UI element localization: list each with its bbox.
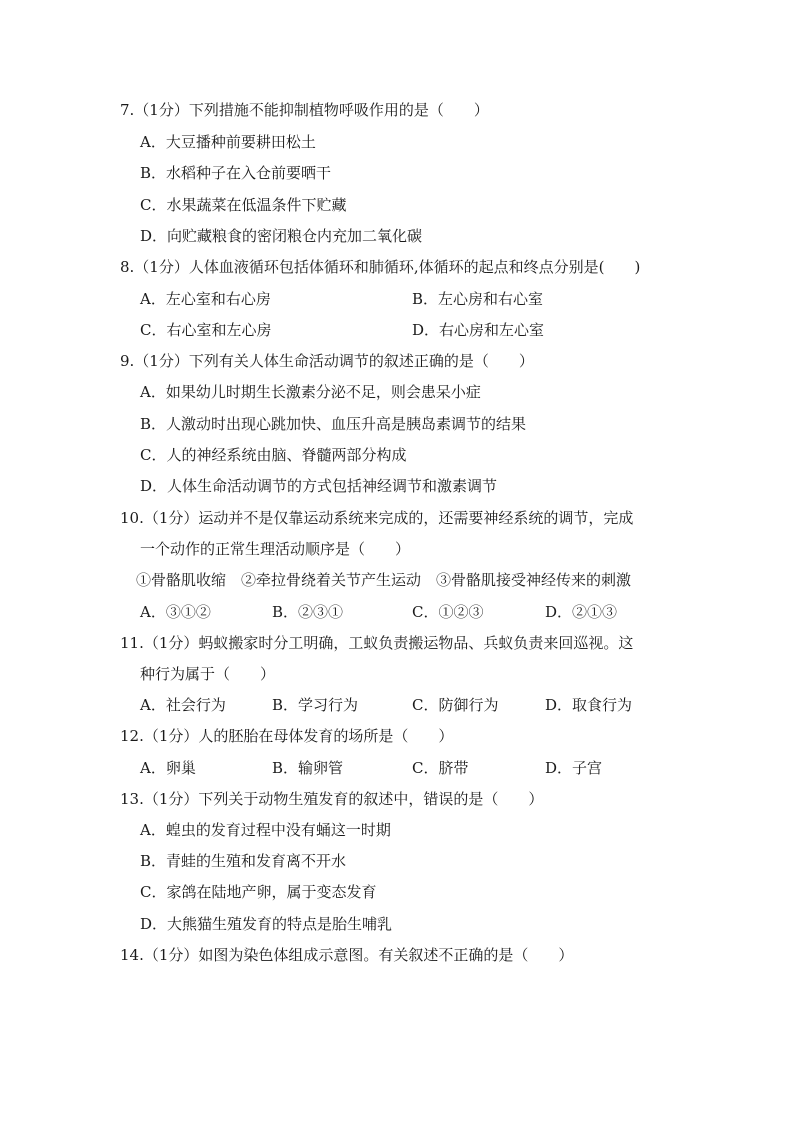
question-12-option-b: B．输卵管 bbox=[272, 759, 344, 777]
question-8-option-d: D．右心房和左心室 bbox=[412, 321, 545, 339]
question-9-option-a: A．如果幼儿时期生长激素分泌不足，则会患呆小症 bbox=[140, 383, 481, 401]
question-13-option-a: A．蝗虫的发育过程中没有蛹这一时期 bbox=[140, 821, 391, 839]
question-11-option-d: D．取食行为 bbox=[545, 696, 633, 714]
question-13-option-b: B．青蛙的生殖和发育离不开水 bbox=[140, 852, 347, 870]
question-14-stem: 14.（1分）如图为染色体组成示意图。有关叙述不正确的是（ ） bbox=[120, 946, 574, 964]
question-7-option-a: A．大豆播种前要耕田松土 bbox=[140, 133, 316, 151]
question-8-option-b: B．左心房和右心室 bbox=[412, 290, 544, 308]
question-10-option-a: A．③①② bbox=[140, 603, 211, 621]
question-10-option-b: B．②③① bbox=[272, 603, 344, 621]
question-11-option-a: A．社会行为 bbox=[140, 696, 226, 714]
question-9-option-d: D．人体生命活动调节的方式包括神经调节和激素调节 bbox=[140, 477, 498, 495]
question-13-stem: 13.（1分）下列关于动物生殖发育的叙述中，错误的是（ ） bbox=[120, 790, 544, 808]
question-12-option-c: C．脐带 bbox=[412, 759, 469, 777]
question-7-option-d: D．向贮藏粮食的密闭粮仓内充加二氧化碳 bbox=[140, 227, 423, 245]
question-12-option-d: D．子宫 bbox=[545, 759, 603, 777]
question-10-stem: 10.（1分）运动并不是仅靠运动系统来完成的，还需要神经系统的调节，完成 bbox=[120, 509, 634, 527]
question-11-option-c: C．防御行为 bbox=[412, 696, 499, 714]
question-11-stem: 11.（1分）蚂蚁搬家时分工明确，工蚁负责搬运物品、兵蚁负责来回巡视。这 bbox=[120, 634, 634, 652]
question-12-option-a: A．卵巢 bbox=[140, 759, 196, 777]
question-13-option-c: C．家鸽在陆地产卵，属于变态发育 bbox=[140, 883, 377, 901]
question-13-option-d: D．大熊猫生殖发育的特点是胎生哺乳 bbox=[140, 915, 393, 933]
question-8-stem: 8.（1分）人体血液循环包括体循环和肺循环,体循环的起点和终点分别是( ) bbox=[120, 258, 641, 276]
question-8-option-a: A．左心室和右心房 bbox=[140, 290, 271, 308]
question-7-stem: 7.（1分）下列措施不能抑制植物呼吸作用的是（ ） bbox=[120, 101, 489, 119]
question-10-stem-continued: 一个动作的正常生理活动顺序是（ ） bbox=[140, 540, 411, 558]
question-10-option-d: D．②①③ bbox=[545, 603, 618, 621]
question-7-option-c: C．水果蔬菜在低温条件下贮藏 bbox=[140, 196, 347, 214]
question-9-stem: 9.（1分）下列有关人体生命活动调节的叙述正确的是（ ） bbox=[120, 352, 534, 370]
question-10-option-c: C．①②③ bbox=[412, 603, 484, 621]
question-7-option-b: B．水稻种子在入仓前要晒干 bbox=[140, 164, 332, 182]
question-11-option-b: B．学习行为 bbox=[272, 696, 359, 714]
question-10-statements: ①骨骼肌收缩 ②牵拉骨绕着关节产生运动 ③骨骼肌接受神经传来的刺激 bbox=[136, 571, 632, 589]
question-11-stem-continued: 种行为属于（ ） bbox=[140, 665, 276, 683]
question-12-stem: 12.（1分）人的胚胎在母体发育的场所是（ ） bbox=[120, 727, 454, 745]
question-9-option-b: B．人激动时出现心跳加快、血压升高是胰岛素调节的结果 bbox=[140, 415, 527, 433]
question-8-option-c: C．右心室和左心房 bbox=[140, 321, 272, 339]
question-9-option-c: C．人的神经系统由脑、脊髓两部分构成 bbox=[140, 446, 407, 464]
